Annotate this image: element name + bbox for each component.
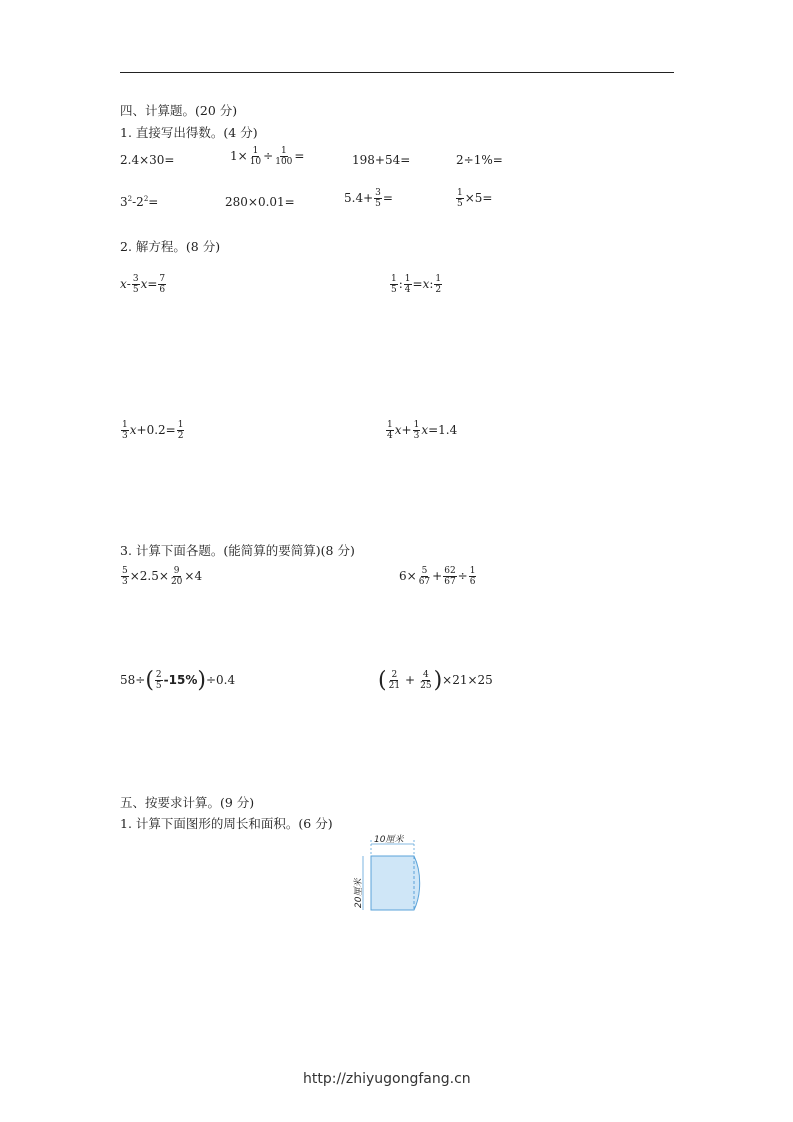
- q1-title: 1. 直接写出得数。(4 分): [120, 125, 258, 140]
- calc-1: $\frac{5}{3}$ ×2.5× $\frac{9}{20}$ ×4: [122, 566, 203, 587]
- width-label: 10厘米: [374, 835, 404, 845]
- q1-item-7: 5.4+ $\frac{3}{5}$ =: [344, 188, 393, 209]
- calc-3: 58÷( $\frac{2}{5}$ -15%)÷0.4: [120, 668, 236, 693]
- height-label: 20厘米: [354, 878, 364, 908]
- q1-item-6: 280×0.01=: [225, 195, 295, 209]
- q1-item-2: 1× $\frac{1}{10}$ ÷ $\frac{1}{100}$ =: [230, 146, 305, 167]
- equation-2: $\frac{1}{5}$ : $\frac{1}{4}$ =x: $\frac{1}{2}$: [391, 274, 442, 295]
- q2-title: 2. 解方程。(8 分): [120, 239, 221, 254]
- header-rule: [120, 72, 674, 73]
- s5-q1-title: 1. 计算下面图形的周长和面积。(6 分): [120, 816, 333, 831]
- equation-1: x- $\frac{3}{5}$ x= $\frac{7}{6}$: [120, 274, 166, 295]
- footer-url[interactable]: http://zhiyugongfang.cn: [303, 1071, 471, 1087]
- equation-3: $\frac{1}{3}$ x+0.2= $\frac{1}{2}$: [122, 420, 184, 441]
- section-4-title: 四、计算题。(20 分): [120, 103, 238, 118]
- shape-figure: [350, 830, 450, 915]
- calc-2: 6× $\frac{5}{67}$ + $\frac{62}{67}$ ÷ $\frac{1}{6}$: [399, 566, 476, 587]
- q1-item-4: 2÷1%=: [456, 153, 503, 167]
- q1-item-5: $3^2-2^2=$: [120, 195, 159, 209]
- rect-semicircle-shape: [371, 856, 420, 910]
- q1-item-1: 2.4×30=: [120, 153, 175, 167]
- equation-4: $\frac{1}{4}$ x+ $\frac{1}{3}$ x=1.4: [387, 420, 458, 441]
- q1-item-3: 198+54=: [352, 153, 411, 167]
- q1-item-8: $\frac{1}{5}$ ×5=: [457, 188, 493, 209]
- q3-title: 3. 计算下面各题。(能简算的要简算)(8 分): [120, 543, 355, 558]
- calc-4: ( $\frac{2}{21}$ + $\frac{4}{25}$ )×21×25: [378, 668, 493, 693]
- section-5-title: 五、按要求计算。(9 分): [120, 795, 255, 810]
